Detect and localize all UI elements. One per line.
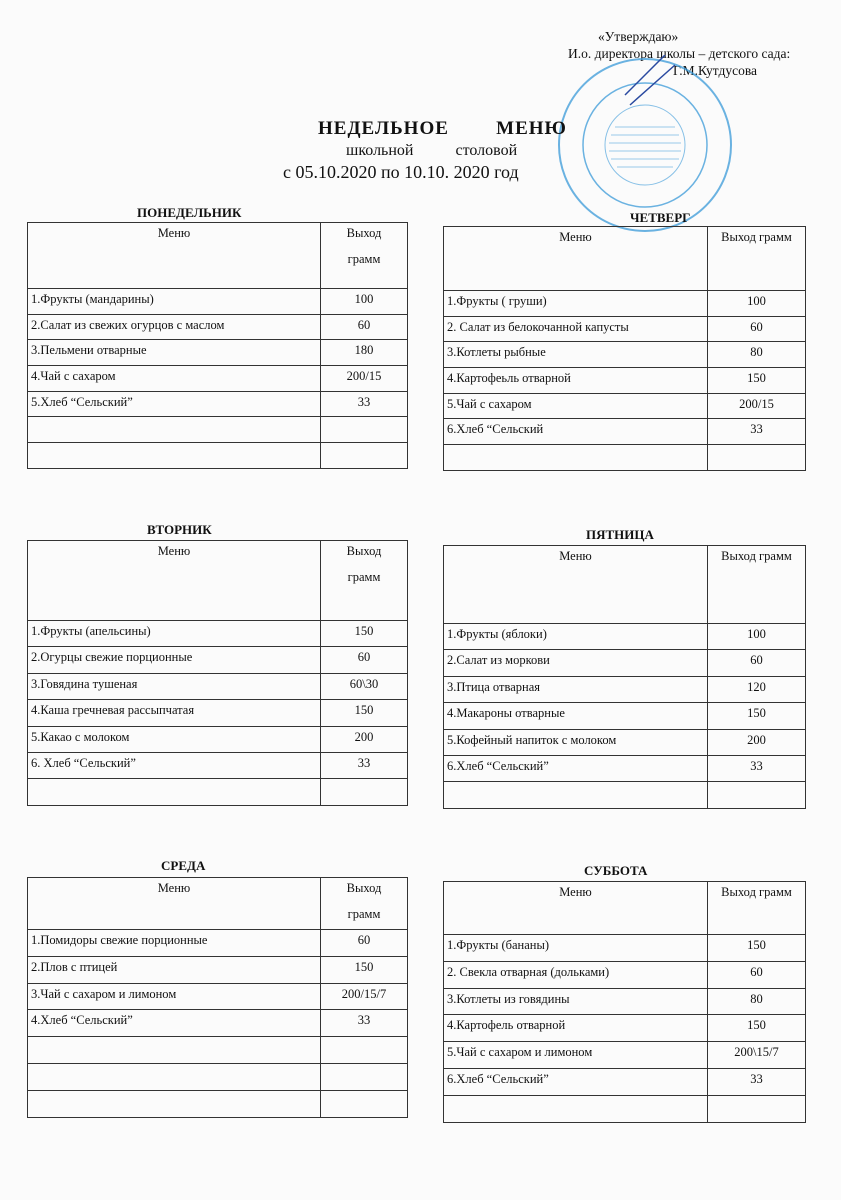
dish-name [444, 1095, 708, 1122]
table-row [444, 291, 806, 317]
dish-name: 4.Хлеб “Сельский” [28, 1010, 321, 1037]
table-row [444, 650, 806, 676]
menu-table [443, 881, 806, 1123]
dish-name: 6. Хлеб “Сельский” [28, 752, 321, 778]
dish-name [28, 1037, 321, 1064]
official-stamp [555, 55, 735, 235]
dish-name [444, 782, 708, 808]
dish-yield: 33 [708, 1068, 806, 1095]
approval-signatory: Г.М.Кутдусова [673, 63, 758, 78]
table-row [28, 621, 408, 647]
menu-table [27, 222, 408, 469]
dish-yield: 200 [708, 729, 806, 755]
dish-yield [321, 1063, 408, 1090]
dish-yield: 150 [321, 956, 408, 983]
dish-name [28, 417, 321, 443]
menu-header: Меню [28, 878, 321, 930]
dish-yield: 80 [708, 988, 806, 1015]
table-row [28, 443, 408, 469]
menu-header: Меню [444, 882, 708, 935]
dish-name [28, 1063, 321, 1090]
dish-yield: 180 [321, 340, 408, 366]
dish-yield: 33 [708, 755, 806, 781]
yield-header: Выход грамм [708, 227, 806, 291]
table-row [28, 1037, 408, 1064]
table-row [28, 340, 408, 366]
dish-yield: 150 [708, 368, 806, 394]
dish-name: 2.Салат из свежих огурцов с маслом [28, 314, 321, 340]
dish-name: 4.Чай с сахаром [28, 366, 321, 392]
dish-yield: 33 [321, 1010, 408, 1037]
dish-name: 6.Хлеб “Сельский” [444, 1068, 708, 1095]
table-row [28, 366, 408, 392]
dish-yield: 150 [321, 700, 408, 726]
dish-name: 5.Чай с сахаром [444, 393, 708, 419]
table-row [444, 729, 806, 755]
table-row [444, 368, 806, 394]
dish-name: 1.Помидоры свежие порционные [28, 930, 321, 957]
dish-name: 3.Котлеты рыбные [444, 342, 708, 368]
table-row [444, 316, 806, 342]
yield-header-line: Выход [346, 881, 382, 895]
menu-table [443, 226, 806, 471]
yield-header-line: грамм [347, 570, 381, 584]
menu-table [27, 877, 408, 1118]
table-row [28, 930, 408, 957]
menu-table [27, 540, 408, 806]
dish-name: 2.Плов с птицей [28, 956, 321, 983]
table-row [444, 624, 806, 650]
dish-yield: 200/15 [321, 366, 408, 392]
dish-yield: 60 [321, 314, 408, 340]
dish-yield: 33 [321, 391, 408, 417]
table-row [28, 314, 408, 340]
table-row [444, 342, 806, 368]
table-row [444, 961, 806, 988]
dish-yield: 100 [708, 291, 806, 317]
dish-yield: 33 [708, 419, 806, 445]
menu-table [443, 545, 806, 809]
dish-yield: 200/15 [708, 393, 806, 419]
dish-name: 3.Котлеты из говядины [444, 988, 708, 1015]
table-row [444, 1068, 806, 1095]
dish-yield: 200/15/7 [321, 983, 408, 1010]
dish-name: 4.Картофеьль отварной [444, 368, 708, 394]
table-row [444, 935, 806, 962]
approval-title: «Утверждаю» [598, 29, 679, 44]
dish-yield [321, 779, 408, 805]
dish-name: 1.Фрукты (мандарины) [28, 289, 321, 315]
yield-header [321, 878, 408, 930]
dish-yield: 100 [708, 624, 806, 650]
dish-name: 1.Фрукты (яблоки) [444, 624, 708, 650]
dish-name: 5.Кофейный напиток с молоком [444, 729, 708, 755]
table-row [444, 782, 806, 808]
table-row [28, 673, 408, 699]
dish-yield: 80 [708, 342, 806, 368]
dish-yield [708, 445, 806, 471]
dish-yield: 60 [708, 316, 806, 342]
table-row [28, 1010, 408, 1037]
table-row [444, 1015, 806, 1042]
yield-header-line: грамм [347, 907, 381, 921]
menu-header: Меню [28, 223, 321, 289]
dish-name: 4.Каша гречневая рассыпчатая [28, 700, 321, 726]
table-row [28, 1090, 408, 1117]
menu-header: Меню [444, 546, 708, 624]
table-row [28, 289, 408, 315]
day-heading: ПЯТНИЦА [586, 527, 654, 542]
day-heading: СУББОТА [584, 863, 648, 878]
table-row [444, 419, 806, 445]
table-row [444, 755, 806, 781]
dish-yield [708, 782, 806, 808]
dish-yield [321, 1037, 408, 1064]
dish-yield [708, 1095, 806, 1122]
table-row [444, 676, 806, 702]
dish-name: 5.Какао с молоком [28, 726, 321, 752]
dish-name: 3.Чай с сахаром и лимоном [28, 983, 321, 1010]
dish-name: 6.Хлеб “Сельский” [444, 755, 708, 781]
yield-header-line: Выход [346, 226, 382, 240]
dish-yield: 150 [708, 703, 806, 729]
dish-name: 1.Фрукты (апельсины) [28, 621, 321, 647]
date-range: с 05.10.2020 по 10.10. 2020 год [283, 162, 519, 182]
yield-header-line: Выход [346, 544, 382, 558]
dish-name: 2. Свекла отварная (дольками) [444, 961, 708, 988]
dish-name: 3.Говядина тушеная [28, 673, 321, 699]
dish-yield: 60 [321, 930, 408, 957]
menu-header: Меню [28, 541, 321, 621]
yield-header [321, 541, 408, 621]
table-row [28, 726, 408, 752]
table-row [28, 647, 408, 673]
menu-header: Меню [444, 227, 708, 291]
yield-header: Выход грамм [708, 546, 806, 624]
day-heading: ПОНЕДЕЛЬНИК [137, 205, 242, 220]
table-row [444, 445, 806, 471]
table-row [28, 391, 408, 417]
yield-header [321, 223, 408, 289]
table-row [444, 1042, 806, 1069]
dish-yield: 100 [321, 289, 408, 315]
dish-yield: 60 [708, 650, 806, 676]
table-row [444, 988, 806, 1015]
dish-name: 3.Пельмени отварные [28, 340, 321, 366]
dish-name [28, 443, 321, 469]
dish-name: 1.Фрукты ( груши) [444, 291, 708, 317]
dish-name: 2.Огурцы свежие порционные [28, 647, 321, 673]
table-row [28, 983, 408, 1010]
dish-yield [321, 443, 408, 469]
dish-name: 5.Хлеб “Сельский” [28, 391, 321, 417]
table-row [28, 752, 408, 778]
table-row [28, 779, 408, 805]
dish-name: 4.Макароны отварные [444, 703, 708, 729]
dish-name: 6.Хлеб “Сельский [444, 419, 708, 445]
day-heading: ВТОРНИК [147, 522, 212, 537]
day-heading: ЧЕТВЕРГ [630, 210, 691, 225]
table-row [28, 956, 408, 983]
table-row [444, 1095, 806, 1122]
yield-header-line: грамм [347, 252, 381, 266]
dish-name: 1.Фрукты (бананы) [444, 935, 708, 962]
dish-name: 5.Чай с сахаром и лимоном [444, 1042, 708, 1069]
day-heading: СРЕДА [161, 858, 206, 873]
dish-name [444, 445, 708, 471]
dish-name: 3.Птица отварная [444, 676, 708, 702]
dish-yield: 150 [321, 621, 408, 647]
table-row [28, 700, 408, 726]
dish-name [28, 1090, 321, 1117]
dish-yield [321, 417, 408, 443]
dish-yield: 120 [708, 676, 806, 702]
dish-name [28, 779, 321, 805]
dish-yield: 200 [321, 726, 408, 752]
yield-header: Выход грамм [708, 882, 806, 935]
table-row [28, 1063, 408, 1090]
dish-name: 2. Салат из белокочанной капусты [444, 316, 708, 342]
page-title: НЕДЕЛЬНОЕ МЕНЮ [318, 118, 567, 139]
dish-yield: 150 [708, 935, 806, 962]
table-row [28, 417, 408, 443]
dish-name: 2.Салат из моркови [444, 650, 708, 676]
dish-name: 4.Картофель отварной [444, 1015, 708, 1042]
page-subtitle: школьной столовой [346, 142, 518, 159]
table-row [444, 703, 806, 729]
dish-yield: 60 [321, 647, 408, 673]
dish-yield [321, 1090, 408, 1117]
table-row [444, 393, 806, 419]
dish-yield: 60 [708, 961, 806, 988]
dish-yield: 150 [708, 1015, 806, 1042]
dish-yield: 33 [321, 752, 408, 778]
approval-position: И.о. директора школы – детского сада: [568, 46, 791, 61]
dish-yield: 60\30 [321, 673, 408, 699]
dish-yield: 200\15/7 [708, 1042, 806, 1069]
